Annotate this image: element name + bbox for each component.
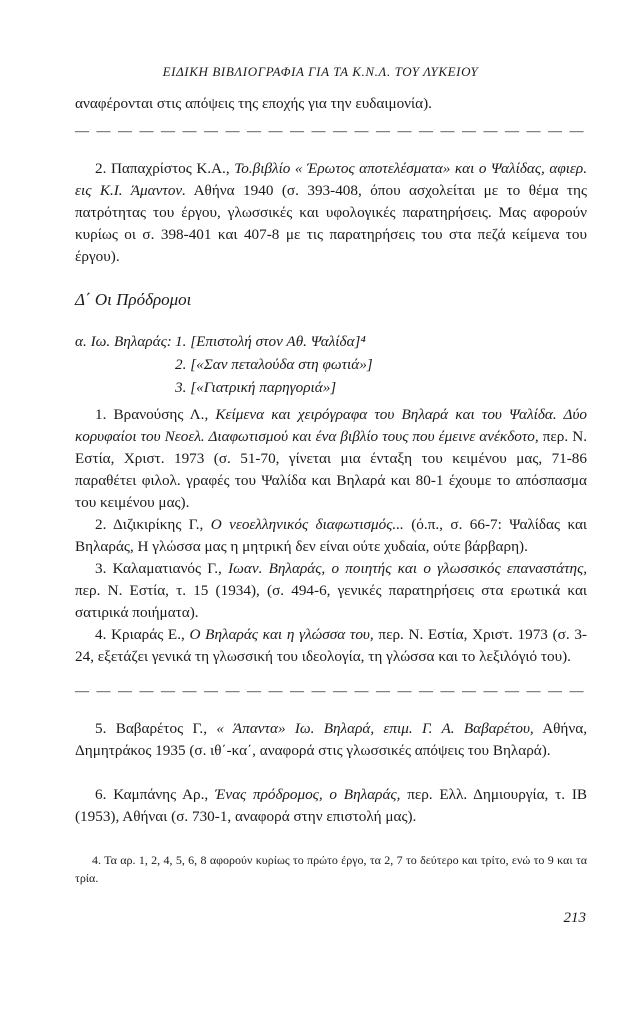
entry-kampanis	[75, 784, 587, 828]
entry-author: Βρανούσης Λ.,	[113, 406, 209, 423]
entry-title: Κείμενα και χειρόγραφα του Βηλαρά και του Ψαλίδα. Δύο κορυφαίοι του Νεοελ. Διαφωτισμού και ένα βιβλίο τους που έμεινε ανέκδοτο,	[75, 406, 588, 445]
separator-1: — — — — — — — — — — — — — — — — — — — — — — — —	[75, 124, 586, 139]
entry-number: 5.	[95, 720, 107, 737]
entry-number: 1.	[95, 406, 107, 423]
entry-title: Το.βιβλίο « Έρωτος αποτελέσματα» και ο Ψαλίδας, αφιερ. εις Κ.Ι. Άμαντον.	[75, 160, 588, 199]
bib-author-label: α. Ιω. Βηλαράς:	[75, 333, 172, 350]
entry-title: Ο νεοελληνικός διαφωτισμός...	[210, 516, 404, 533]
page-number: 213	[563, 910, 586, 926]
entry-author: Παπαχρίστος Κ.Α.,	[110, 160, 230, 177]
entry-number: 3.	[95, 560, 107, 577]
footnote: 4. Τα αρ. 1, 2, 4, 5, 6, 8 αφορούν κυρίως το πρώτο έργο, τα 2, 7 το δεύτερο και τρίτο, ενώ το 9 και τα τρία.	[75, 853, 587, 885]
entry-title: Ένας πρόδρομος, ο Βηλαράς,	[215, 786, 401, 803]
bib-item-1: 1. [Επιστολή στον Αθ. Ψαλίδα]⁴	[175, 333, 366, 350]
entry-details: περ. Ν. Εστία, Χριστ. 1973 (σ. 51-70, γίνεται μια ένταξη του κειμένου μας, 71-86 παραθέτει φιλολ. γραφές του Ψαλίδα και Βηλαρά και 80-1 έχουμε το απόσπασμα του κειμένου μας).	[75, 428, 588, 511]
entry-title: Ιωαν. Βηλαράς, ο ποιητής και ο γλωσσικός επαναστάτης,	[228, 560, 588, 577]
section-heading: Δ΄ Οι Πρόδρομοι	[75, 290, 192, 309]
entry-details: Αθήνα 1940 (σ. 393-408, όπου ασχολείται με το θέμα της πατρότητας του έργου, γλωσσικές και υφολογικές παρατηρήσεις. Μας αφορούν κυρίως οι σ. 398-401 και 407-8 με τις παρατηρήσεις του στα πεζά κείμενα του έργου).	[75, 182, 587, 265]
entry-number: 4.	[95, 626, 107, 643]
entry-title: Ο Βηλαράς και η γλώσσα του,	[189, 626, 374, 643]
separator-2: — — — — — — — — — — — — — — — — — — — — — — — —	[75, 684, 586, 699]
entry-vavaretos	[75, 718, 587, 762]
entry-dizikirikis	[75, 514, 587, 558]
entry-details: Αθήνα, Δημητράκος 1935 (σ. ιθ΄-κα΄, αναφορά στις γλωσσικές απόψεις του Βηλαρά).	[75, 720, 587, 759]
entry-author: Καλαματιανός Γ.,	[112, 560, 222, 577]
continuation-line: αναφέρονται στις απόψεις της εποχής για την ευδαιμονία).	[75, 95, 432, 112]
entry-papachristos	[75, 158, 587, 268]
entry-details: περ. Ελλ. Δημιουργία, τ. ΙΒ (1953), Αθήναι (σ. 730-1, αναφορά στην επιστολή μας).	[75, 786, 588, 825]
entry-author: Καμπάνης Αρ.,	[113, 786, 209, 803]
entry-kriaras	[75, 624, 587, 668]
entry-details: (ό.π., σ. 66-7: Ψαλίδας και Βηλαράς, Η γλώσσα μας η μητρική δεν είναι ούτε χυδαία, ούτε βάρβαρη).	[75, 516, 588, 555]
entry-author: Διζικιρίκης Γ.,	[112, 516, 204, 533]
entry-details: περ. Ν. Εστία, Χριστ. 1973 (σ. 3-24, εξετάζει γενικά τη γλωσσική του ιδεολογία, τη γλώσσα και το λεξιλόγιό του).	[75, 626, 587, 665]
bib-item-2: 2. [«Σαν πεταλούδα στη φωτιά»]	[175, 356, 373, 373]
entry-author: Βαβαρέτος Γ.,	[115, 720, 207, 737]
entry-details: περ. Ν. Εστία, τ. 15 (1934), (σ. 494-6, γενικές παρατηρήσεις στα ερωτικά και σατιρικά ποιήματα).	[75, 582, 587, 621]
entry-number: 2.	[95, 160, 107, 177]
entry-title: « Άπαντα» Ιω. Βηλαρά, επιμ. Γ. Α. Βαβαρέτου,	[216, 720, 534, 737]
entry-kalamatianos	[75, 558, 587, 624]
bib-item-3: 3. [«Γιατρική παρηγοριά»]	[175, 379, 337, 396]
entry-number: 6.	[95, 786, 107, 803]
running-header: ΕΙΔΙΚΗ ΒΙΒΛΙΟΓΡΑΦΙΑ ΓΙΑ ΤΑ Κ.Ν.Λ. ΤΟΥ ΛΥΚΕΙΟΥ	[162, 64, 479, 79]
entry-author: Κριαράς Ε.,	[111, 626, 185, 643]
entry-vranousis	[75, 404, 587, 514]
entry-number: 2.	[95, 516, 107, 533]
